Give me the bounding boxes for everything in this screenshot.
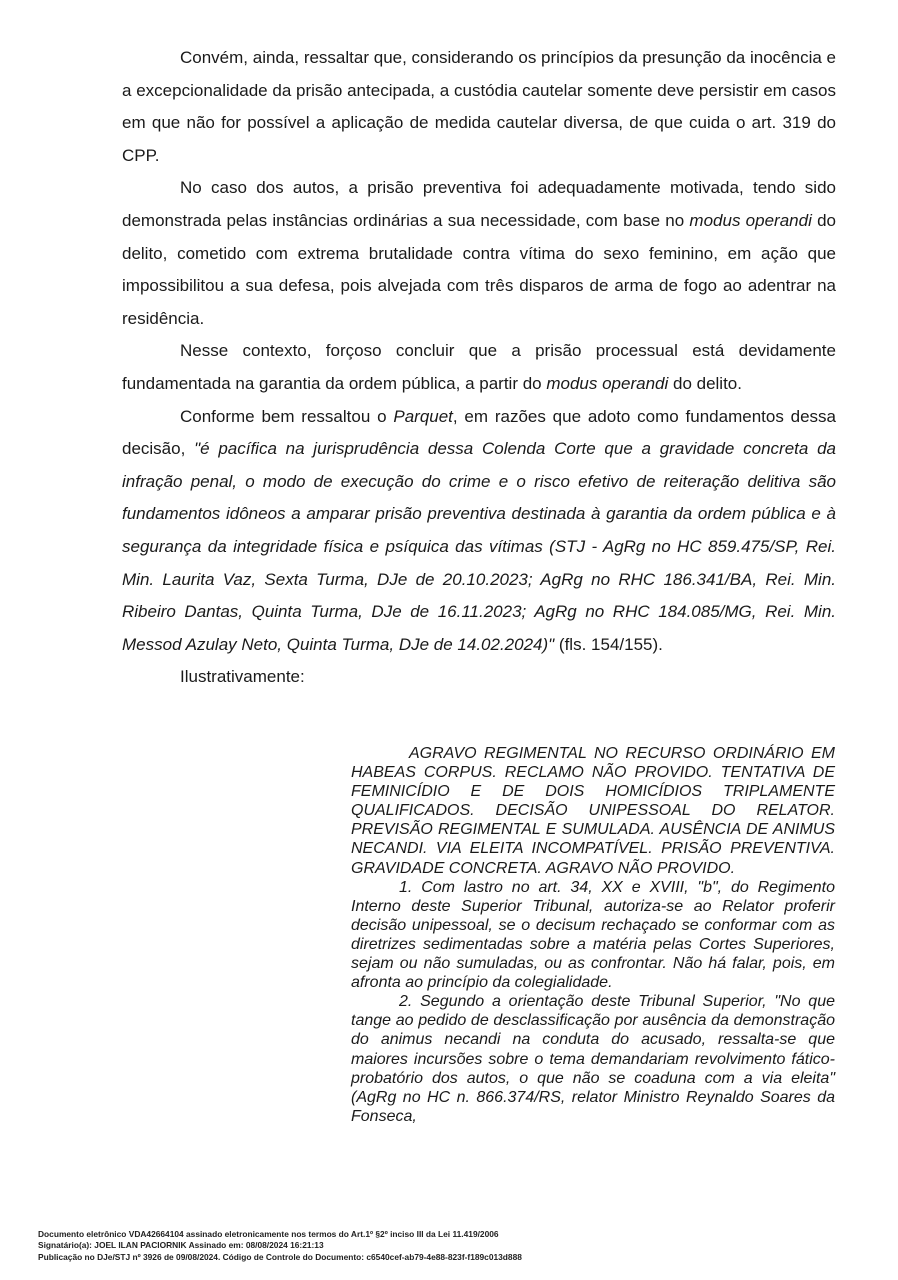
italic-term: Parquet [393, 406, 453, 426]
italic-citation: "é pacífica na jurisprudência dessa Colenda Corte que a gravidade concreta da infração penal, o modo de execução do crime e o risco efetivo de reiteração delitiva são fundamentos idôneos a amparar prisão preventiva destinada à garantia da ordem pública e à segurança da integridade física e psíquica das vítimas (STJ - AgRg no HC 859.475/SP, Rei. Min. Laurita Vaz, Sexta Turma, DJe de 20.10.2023; AgRg no RHC 186.341/BA, Rei. Min. Ribeiro Dantas, Quinta Turma, DJe de 16.11.2023; AgRg no RHC 184.085/MG, Rei. Min. Messod Azulay Neto, Quinta Turma, DJe de 14.02.2024)" [122, 439, 836, 654]
paragraph-text: Nesse contexto, forçoso concluir que a prisão processual está devidamente fundamentada na garantia da ordem pública, a partir do [122, 341, 836, 393]
footer-line-document: Documento eletrônico VDA42664104 assinado eletronicamente nos termos do Art.1º §2º inciso III da Lei 11.419/2006 [38, 1229, 499, 1239]
italic-term: modus operandi [689, 210, 812, 230]
paragraph-contexto [122, 335, 836, 400]
paragraph-cautelar [122, 42, 836, 172]
paragraph-text: Conforme bem ressaltou o [180, 406, 394, 426]
footer-line-publication: Publicação no DJe/STJ nº 3926 de 09/08/2024. Código de Controle do Documento: c6540cef-ab79-4e88-823f-f189c013d888 [38, 1251, 522, 1262]
italic-term: modus operandi [546, 373, 669, 393]
quote-heading-last-line: GRAVIDADE CONCRETA. AGRAVO NÃO PROVIDO. [351, 859, 736, 877]
footer-line-signatory: Signatário(a): JOEL ILAN PACIORNIK Assinado em: 08/08/2024 16:21:13 [38, 1240, 324, 1251]
quote-heading: AGRAVO REGIMENTAL NO RECURSO ORDINÁRIO EM HABEAS CORPUS. RECLAMO NÃO PROVIDO. TENTATIVA DE FEMINICÍDIO E DE DOIS HOMICÍDIOS TRIPLAMENTE QUALIFICADOS. DECISÃO UNIPESSOAL DO RELATOR. PREVISÃO REGIMENTAL E SUMULADA. AUSÊNCIA DE ANIMUS NECANDI. VIA ELEITA INCOMPATÍVEL. PRISÃO PREVENTIVA. [351, 745, 835, 858]
paragraph-parquet [122, 401, 836, 662]
paragraph-ilustrativamente [122, 661, 836, 694]
paragraph-text: , em razões que adoto como fundamentos dessa decisão, [122, 406, 836, 459]
paragraph-text: Ilustrativamente: [180, 667, 305, 687]
signature-footer [38, 1229, 522, 1263]
paragraph-text: do delito. [668, 373, 742, 393]
paragraph-text: (fls. 154/155). [554, 634, 663, 654]
paragraph-caso-dos-autos [122, 172, 836, 335]
block-quote [351, 744, 835, 1126]
quote-item-2: 2. Segundo a orientação deste Tribunal Superior, "No que tange ao pedido de desclassificação por ausência da demonstração do animus necandi na conduta do acusado, ressalta-se que maiores incursões sobre o tema demandariam revolvimento fático-probatório dos autos, o que não se coaduna com a via eleita" (AgRg no HC n. 866.374/RS, relator Ministro Reynaldo Soares da Fonseca, [351, 993, 835, 1125]
paragraph-text: No caso dos autos, a prisão preventiva foi adequadamente motivada, tendo sido demonstrada pelas instâncias ordinárias a sua necessidade, com base no [122, 178, 836, 230]
document-body [122, 42, 836, 694]
paragraph-text: do delito, cometido com extrema brutalidade contra vítima do sexo feminino, em ação que impossibilitou a sua defesa, pois alvejada com três disparos de arma de fogo ao adentrar na residência. [122, 210, 837, 328]
paragraph-text: Convém, ainda, ressaltar que, considerando os princípios da presunção da inocência e a excepcionalidade da prisão antecipada, a custódia cautelar somente deve persistir em casos em que não for possível a aplicação de medida cautelar diversa, de que cuida o art. 319 do CPP. [122, 48, 836, 165]
quote-item-1: 1. Com lastro no art. 34, XX e XVIII, "b", do Regimento Interno deste Superior Tribunal, autoriza-se ao Relator proferir decisão unipessoal, se o decisum rechaçado se conformar com as diretrizes sedimentadas sobre a matéria pelas Cortes Superiores, sejam ou não sumuladas, ou as confrontar. Não há falar, pois, em afronta ao princípio da colegialidade. [351, 878, 835, 992]
